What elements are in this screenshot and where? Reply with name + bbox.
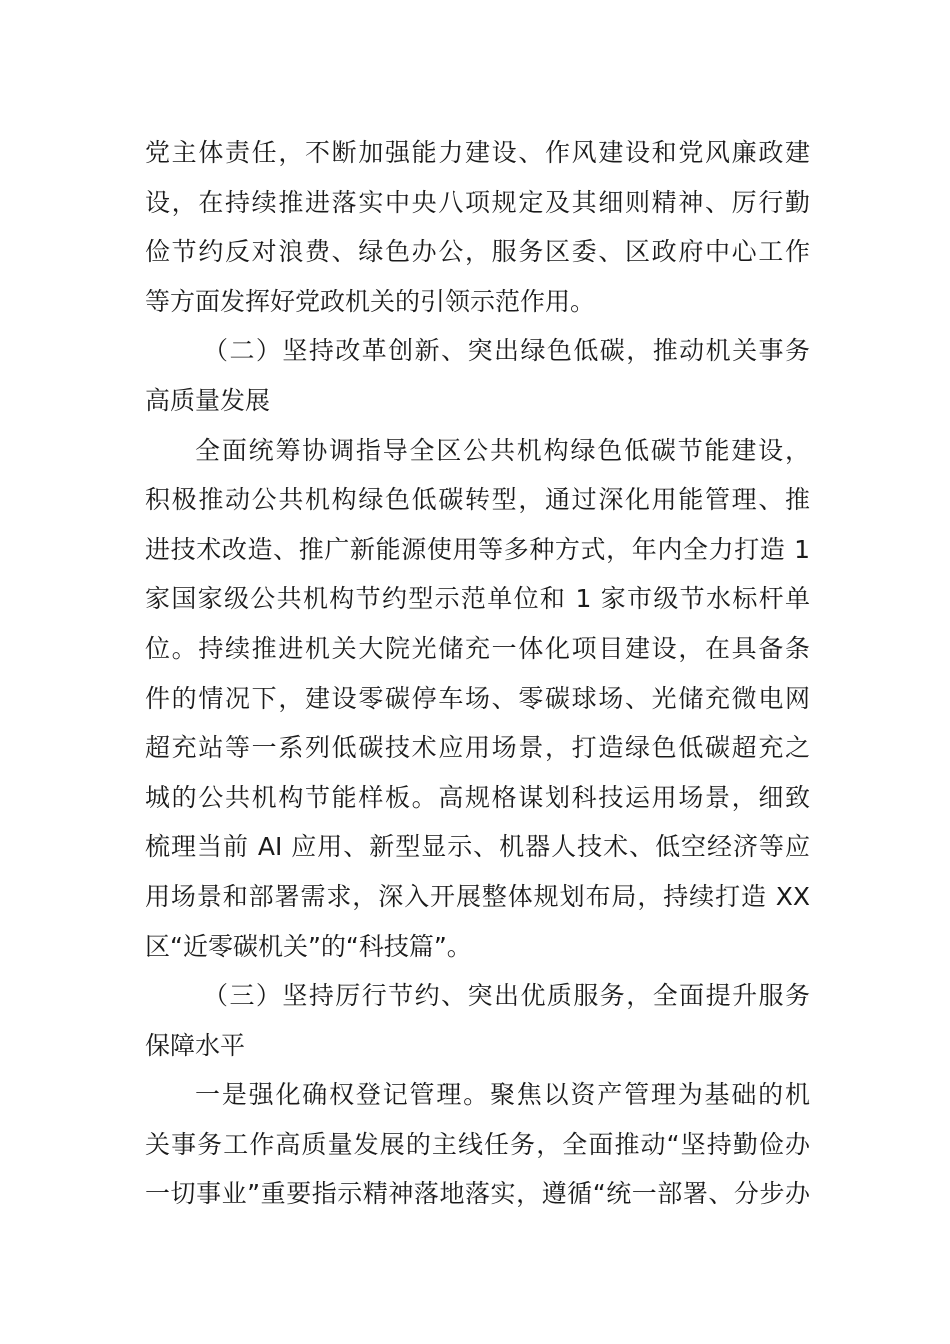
- text-line: 位。持续推进机关大院光储充一体化项目建设，在具备条: [145, 633, 810, 663]
- paragraph-start: 全面统筹协调指导全区公共机构绿色低碳节能建设，: [195, 435, 810, 465]
- section-heading-3-continued: 保障水平: [145, 1030, 246, 1060]
- text-line: 进技术改造、推广新能源使用等多种方式，年内全力打造 1: [145, 534, 810, 564]
- text-line: 件的情况下，建设零碳停车场、零碳球场、光储充微电网: [145, 683, 810, 713]
- section-heading-2: （二）坚持改革创新、突出绿色低碳，推动机关事务: [203, 336, 810, 366]
- section-heading-3: （三）坚持厉行节约、突出优质服务，全面提升服务: [203, 981, 810, 1011]
- text-line: 关事务工作高质量发展的主线任务，全面推动“坚持勤俭办: [145, 1129, 810, 1159]
- text-line: 一切事业”重要指示精神落地落实，遵循“统一部署、分步办: [145, 1179, 810, 1209]
- section-heading-2-continued: 高质量发展: [145, 385, 271, 415]
- text-line: 用场景和部署需求，深入开展整体规划布局，持续打造 XX: [145, 881, 810, 911]
- text-line: 积极推动公共机构绿色低碳转型，通过深化用能管理、推: [145, 485, 810, 515]
- text-line: 梳理当前 AI 应用、新型显示、机器人技术、低空经济等应: [145, 832, 810, 862]
- text-line: 区“近零碳机关”的“科技篇”。: [145, 931, 472, 961]
- text-line: 超充站等一系列低碳技术应用场景，打造绿色低碳超充之: [145, 733, 810, 763]
- text-line: 设，在持续推进落实中央八项规定及其细则精神、厉行勤: [145, 187, 810, 217]
- text-line: 城的公共机构节能样板。高规格谋划科技运用场景，细致: [145, 782, 810, 812]
- paragraph-start: 一是强化确权登记管理。聚焦以资产管理为基础的机: [195, 1080, 810, 1110]
- text-line: 等方面发挥好党政机关的引领示范作用。: [145, 286, 596, 316]
- text-line: 党主体责任，不断加强能力建设、作风建设和党风廉政建: [145, 138, 810, 167]
- text-line: 俭节约反对浪费、绿色办公，服务区委、区政府中心工作: [145, 237, 810, 267]
- text-line: 家国家级公共机构节约型示范单位和 1 家市级节水标杆单: [145, 584, 810, 614]
- document-body: [145, 128, 810, 1219]
